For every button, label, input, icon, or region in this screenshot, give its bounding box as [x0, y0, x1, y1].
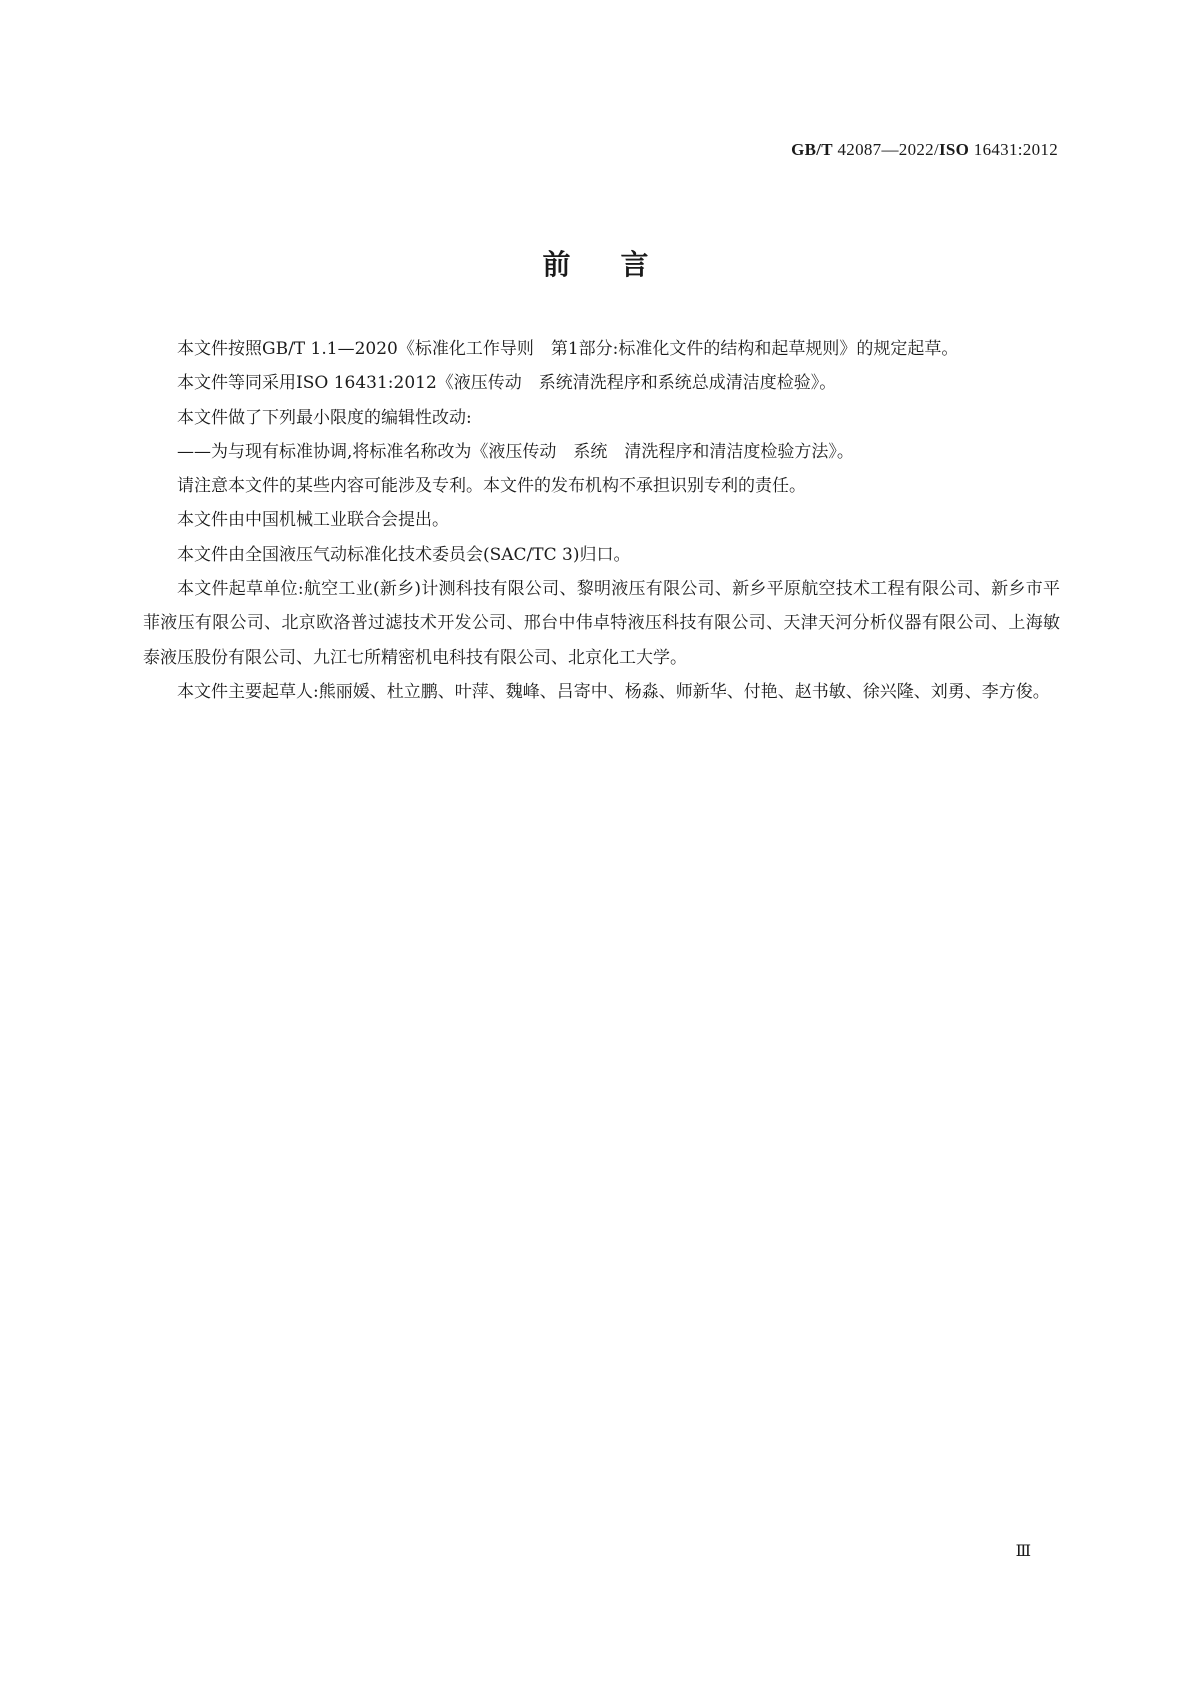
foreword-body	[143, 332, 1060, 709]
paragraph-patent-notice: 请注意本文件的某些内容可能涉及专利。本文件的发布机构不承担识别专利的责任。	[177, 476, 806, 497]
std-number: 42087—2022/	[837, 140, 939, 159]
paragraph-proposed-by: 本文件由中国机械工业联合会提出。	[177, 510, 449, 531]
iso-prefix: ISO	[939, 140, 970, 159]
std-prefix: GB/T	[791, 140, 833, 159]
standard-number-header	[791, 140, 1058, 160]
paragraph-drafters: 本文件主要起草人:熊丽媛、杜立鹏、叶萍、魏峰、吕寄中、杨淼、师新华、付艳、赵书敏、徐兴隆、刘勇、李方俊。	[177, 681, 1050, 702]
paragraph-under-jurisdiction: 本文件由全国液压气动标准化技术委员会(SAC/TC 3)归口。	[177, 544, 631, 565]
page-title: 前言	[542, 248, 699, 281]
paragraph-editorial-changes: 本文件做了下列最小限度的编辑性改动:	[177, 407, 472, 428]
paragraph-drafting-units: 本文件起草单位:航空工业(新乡)计测科技有限公司、黎明液压有限公司、新乡平原航空技术工程有限公司、新乡市平菲液压有限公司、北京欧洛普过滤技术开发公司、邢台中伟卓特液压科技有限公司、天津天河分析仪器有限公司、上海敏泰液压股份有限公司、九江七所精密机电科技有限公司、北京化工大学。	[143, 579, 1060, 668]
paragraph-name-change: ——为与现有标准协调,将标准名称改为《液压传动 系统 清洗程序和清洁度检验方法》。	[177, 441, 854, 462]
paragraph-drafting-rules: 本文件按照GB/T 1.1—2020《标准化工作导则 第1部分:标准化文件的结构和起草规则》的规定起草。	[177, 339, 959, 359]
page-number: Ⅲ	[1015, 1543, 1031, 1560]
paragraph-equivalent-adoption: 本文件等同采用ISO 16431:2012《液压传动 系统清洗程序和系统总成清洁度检验》。	[177, 373, 837, 394]
iso-number: 16431:2012	[973, 140, 1058, 159]
